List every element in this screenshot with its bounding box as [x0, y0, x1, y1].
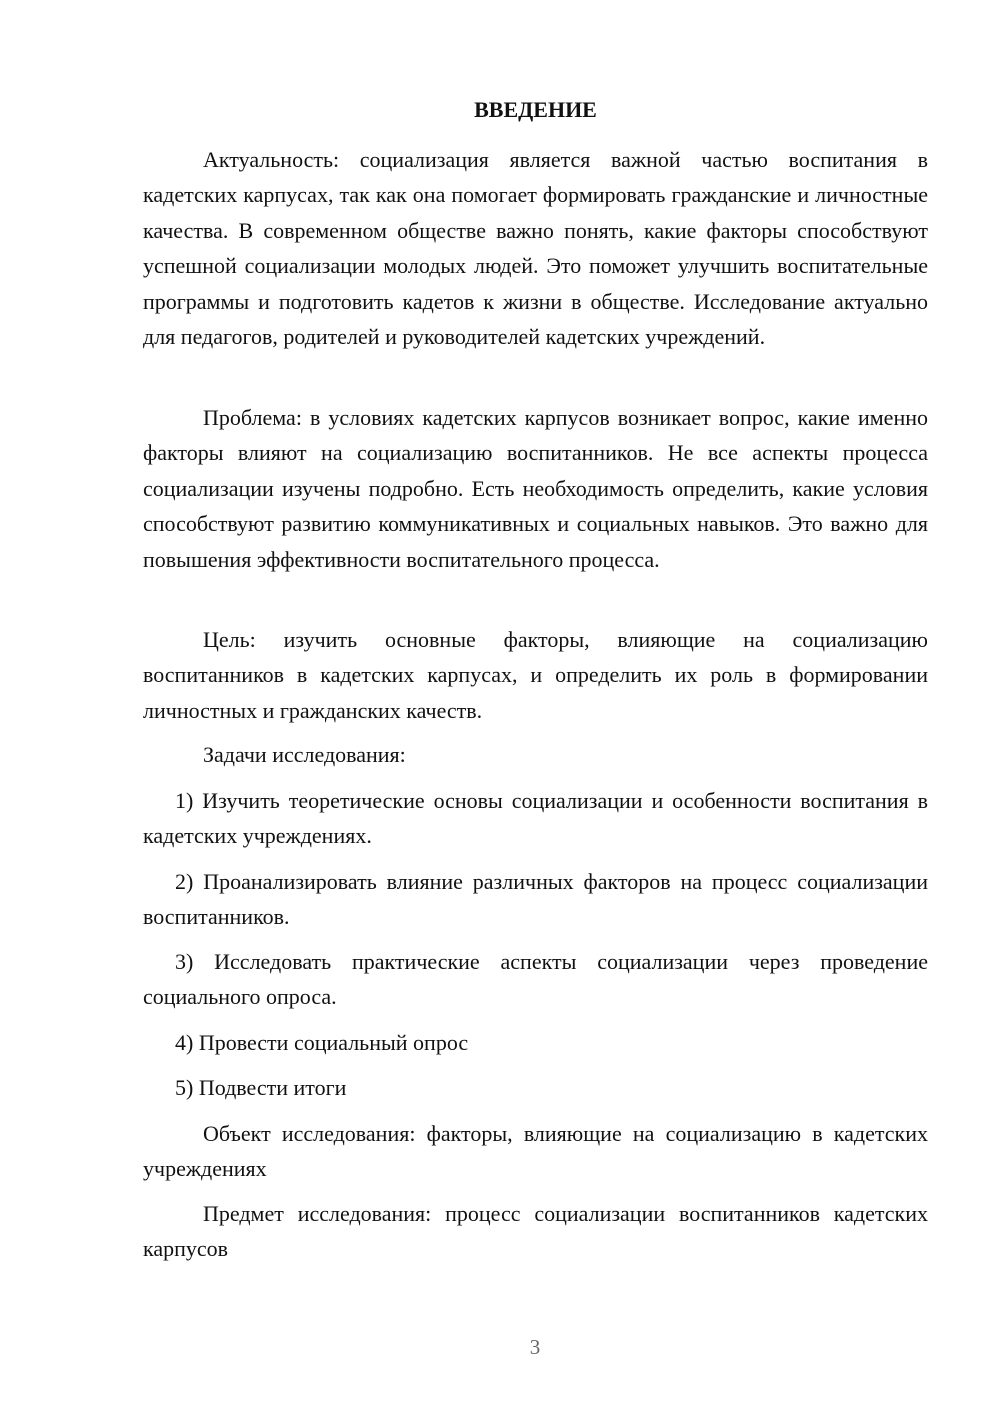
task-item-2: 2) Проанализировать влияние различных факторов на процесс социализации воспитанников. — [143, 869, 928, 930]
object-paragraph: Объект исследования: факторы, влияющие на социализацию в кадетских учреждениях — [143, 1121, 928, 1182]
tasks-heading: Задачи исследования: — [203, 742, 406, 767]
task-item-3: 3) Исследовать практические аспекты социализации через проведение социального опроса. — [143, 949, 928, 1010]
page-number: 3 — [529, 1335, 541, 1359]
relevance-paragraph: Актуальность: социализация является важной частью воспитания в кадетских карпусах, так как она помогает формировать гражданские и личностные качества. В современном обществе важно понять, какие факторы способствуют успешной социализации молодых людей. Это поможет улучшить воспитательные программы и подготовить кадетов к жизни в обществе. Исследование актуально для педагогов, родителей и руководителей кадетских учреждений. — [143, 147, 928, 350]
task-item-1: 1) Изучить теоретические основы социализации и особенности воспитания в кадетских учреждениях. — [143, 788, 928, 849]
problem-paragraph: Проблема: в условиях кадетских карпусов возникает вопрос, какие именно факторы влияют на социализацию воспитанников. Не все аспекты процесса социализации изучены подробно. Есть необходимость определить, какие условия способствуют развитию коммуникативных и социальных навыков. Это важно для повышения эффективности воспитательного процесса. — [143, 405, 928, 572]
page-title: ВВЕДЕНИЕ — [474, 97, 597, 122]
task-item-5: 5) Подвести итоги — [175, 1075, 347, 1100]
subject-paragraph: Предмет исследования: процесс социализации воспитанников кадетских карпусов — [143, 1201, 928, 1262]
task-item-4: 4) Провести социальный опрос — [175, 1030, 469, 1055]
goal-paragraph: Цель: изучить основные факторы, влияющие на социализацию воспитанников в кадетских карпусах, и определить их роль в формировании личностных и гражданских качеств. — [143, 627, 928, 723]
